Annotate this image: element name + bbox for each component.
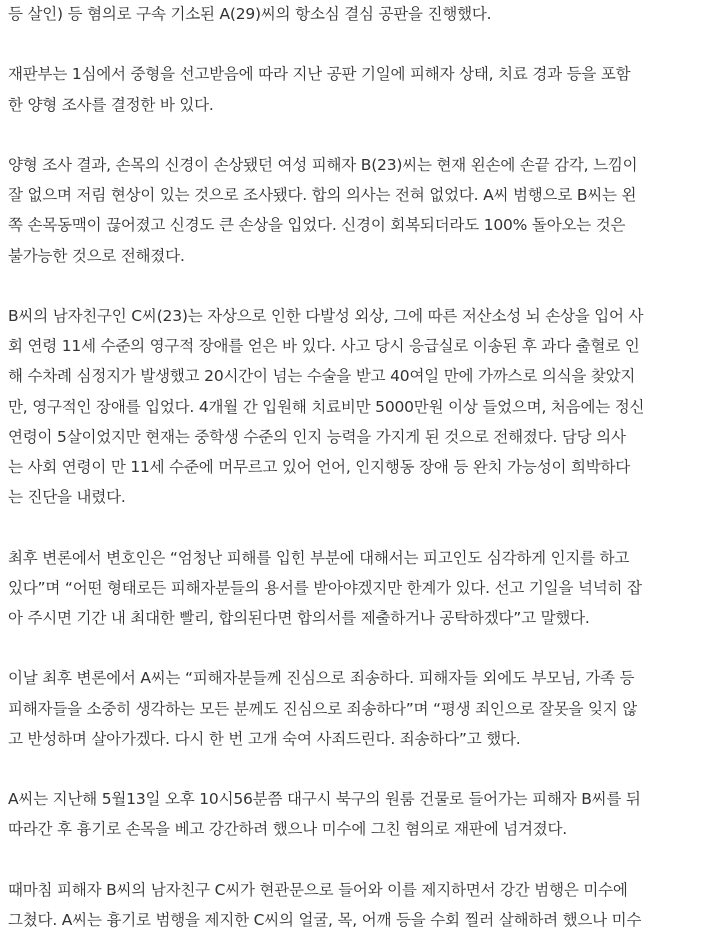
paragraph-6: 이날 최후 변론에서 A씨는 “피해자분들께 진심으로 죄송하다. 피해자들 외에도 부모님, 가족 등 피해자들을 소중히 생각하는 모든 분께도 진심으로 죄송하다”며 “평생 죄인으로 잘못을 잊지 않 고 반성하며 살아가겠다. 다시 한 번 고개 숙여 사죄드린다. 죄송하다”고 했다.: [8, 669, 638, 748]
paragraph-7: A씨는 지난해 5월13일 오후 10시56분쯤 대구시 북구의 원룸 건물로 들어가는 피해자 B씨를 뒤 따라간 후 흉기로 손목을 베고 강간하려 했으나 미수에 그친 혐의로 재판에 넘겨졌다.: [8, 790, 641, 839]
paragraph-8: 때마침 피해자 B씨의 남자친구 C씨가 현관문으로 들어와 이를 제지하면서 강간 범행은 미수에 그쳤다. A씨는 흉기로 범행을 제지한 C씨의 얼굴, 목, 어깨 등을 수회 찔러 살해하려 했으나 미수: [8, 880, 642, 929]
paragraph-3: 양형 조사 결과, 손목의 신경이 손상됐던 여성 피해자 B(23)씨는 현재 왼손에 손끝 감각, 느낌이 잘 없으며 저림 현상이 있는 것으로 조사됐다. 합의 의사는 전혀 없었다. A씨 범행으로 B씨는 왼 쪽 손목동맥이 끊어졌고 신경도 큰 손상을 입었다. 신경이 회복되더라도 100% 돌아오는 것은 불가능한 것으로 전해졌다.: [8, 155, 638, 265]
paragraph-5: 최후 변론에서 변호인은 “엄청난 피해를 입힌 부분에 대해서는 피고인도 심각하게 인지를 하고 있다”며 “어떤 형태로든 피해자분들의 용서를 받아야겠지만 한계가 있다. 선고 기일을 넉넉히 잡 아 주시면 기간 내 최대한 빨리, 합의된다면 합의서를 제출하거나 공탁하겠다”고 말했다.: [8, 548, 642, 627]
paragraph-1: 등 살인) 등 혐의로 구속 기소된 A(29)씨의 항소심 결심 공판을 진행했다.: [8, 5, 492, 23]
paragraph-2: 재판부는 1심에서 중형을 선고받음에 따라 지난 공판 기일에 피해자 상태, 치료 경과 등을 포함 한 양형 조사를 결정한 바 있다.: [8, 65, 631, 114]
article-body: [8, 0, 720, 935]
paragraph-4: B씨의 남자친구인 C씨(23)는 자상으로 인한 다발성 외상, 그에 따른 저산소성 뇌 손상을 입어 사 회 연령 11세 수준의 영구적 장애를 얻은 바 있다. 사고 당시 응급실로 이송된 후 과다 출혈로 인 해 수차례 심정지가 발생했고 20시간이 넘는 수술을 받고 40여일 만에 가까스로 의식을 찾았지 만, 영구적인 장애를 입었다. 4개월 간 입원해 치료비만 5000만원 이상 들었으며, 처음에는 정신 연령이 5살이었지만 현재는 중학생 수준의 인지 능력을 가지게 된 것으로 전해졌다. 담당 의사 는 사회 연령이 만 11세 수준에 머무르고 있어 언어, 인지행동 장애 등 완치 가능성이 희박하다 는 진단을 내렸다.: [8, 306, 645, 507]
